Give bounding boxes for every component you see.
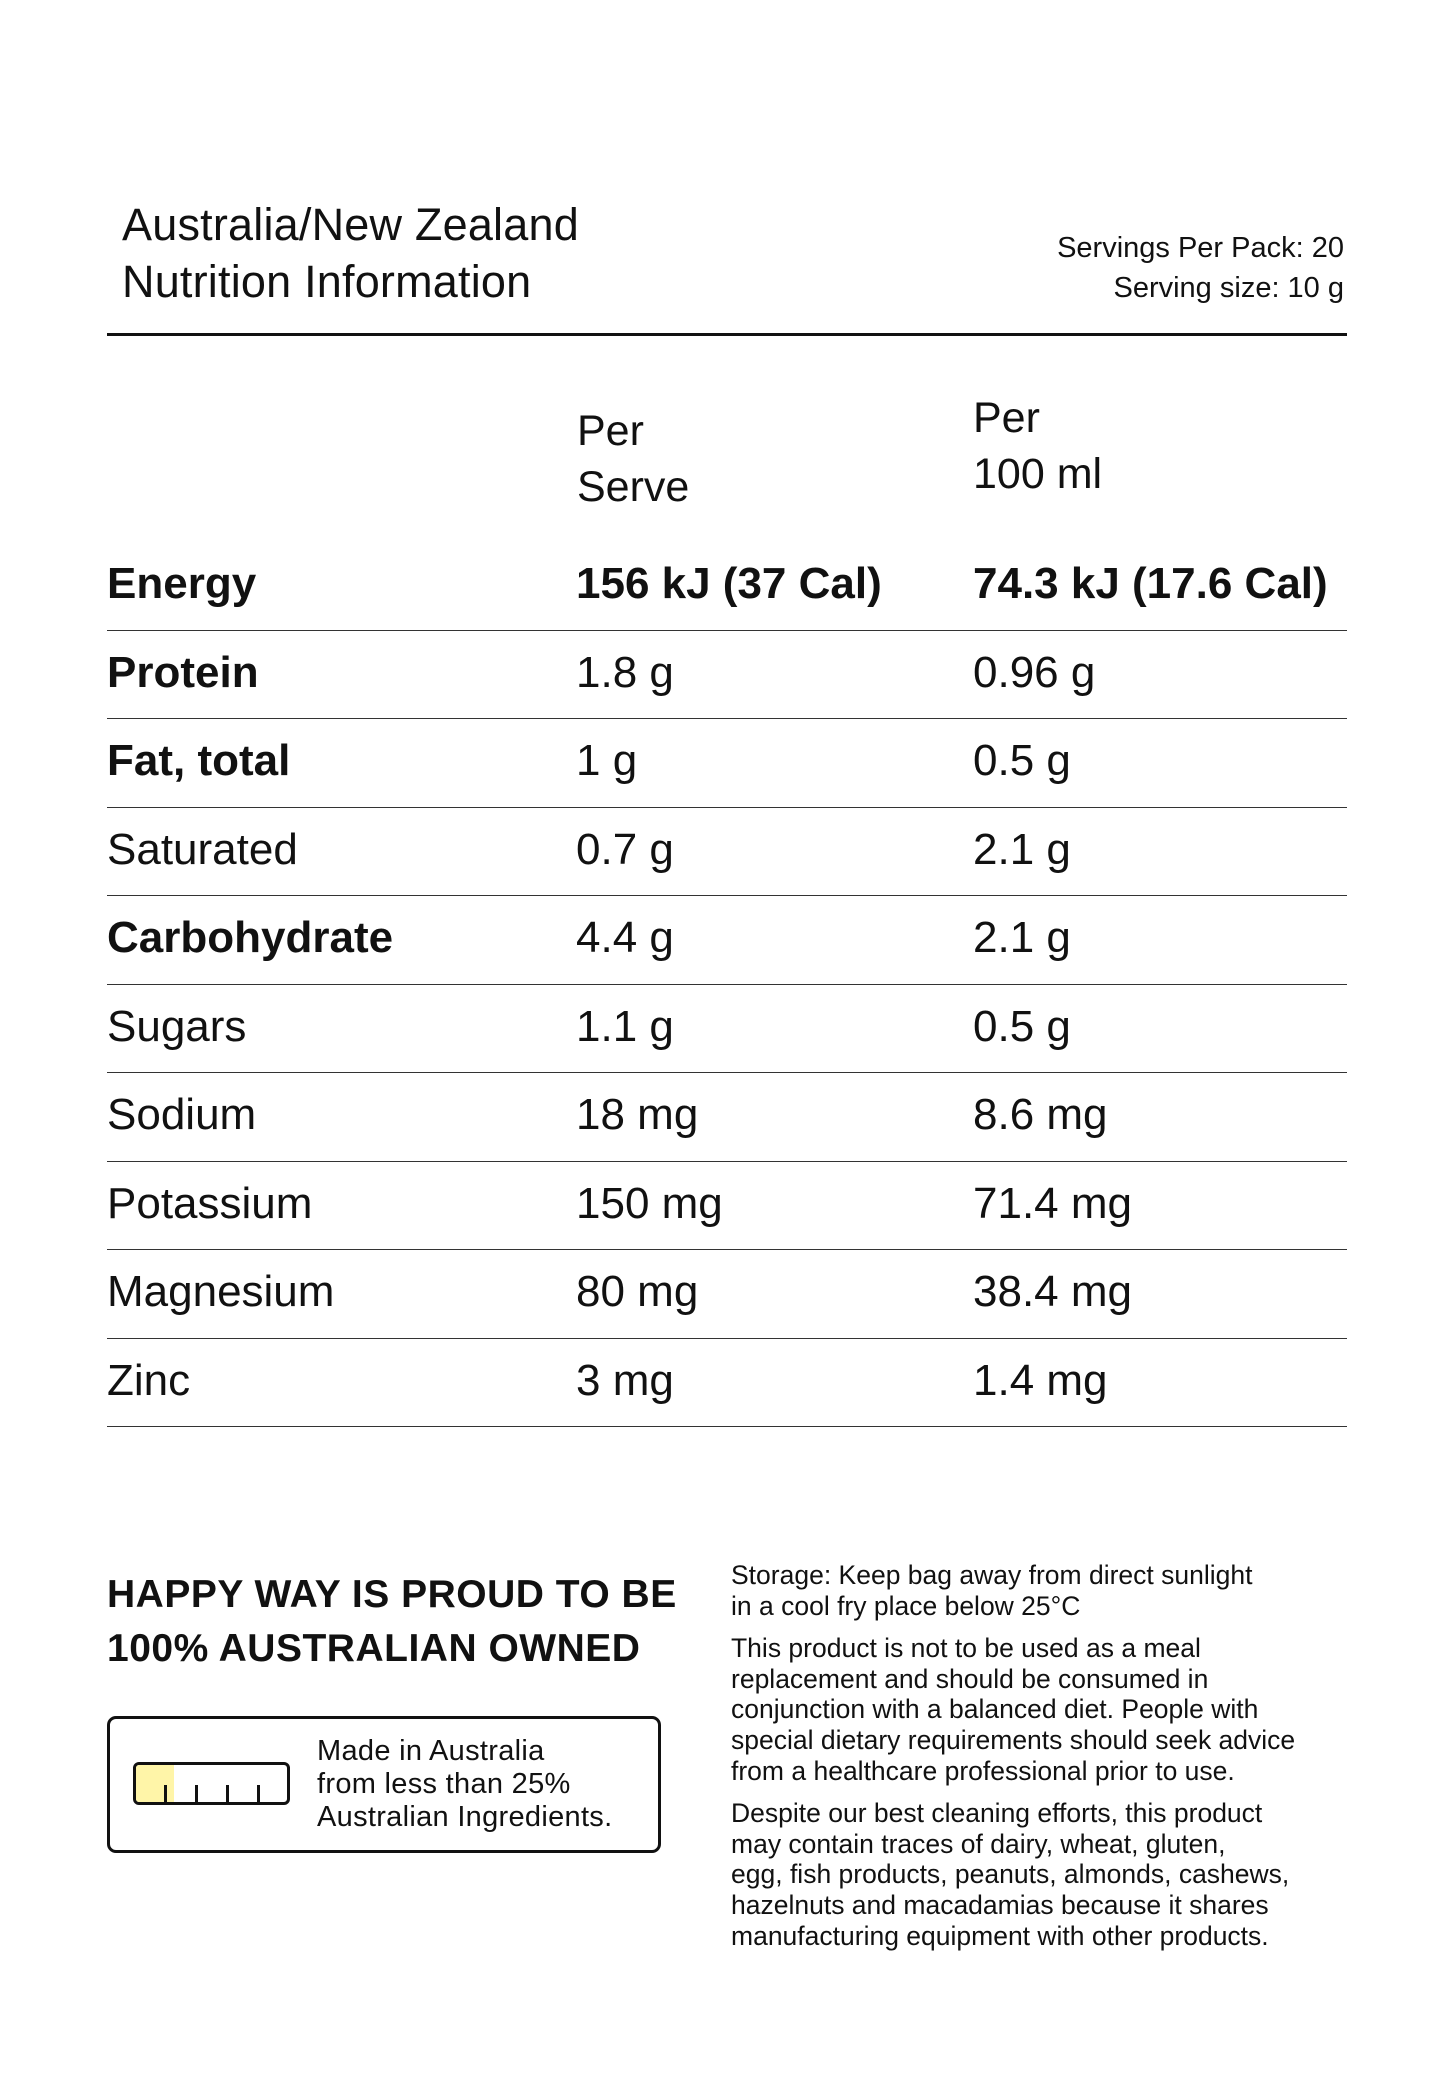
per-serve-value: 4.4 g <box>576 913 674 962</box>
meal-line: conjunction with a balanced diet. People with <box>731 1694 1259 1725</box>
per-serve-value: 1 g <box>576 736 638 785</box>
panel-header <box>107 196 1347 334</box>
made-in-line-3: Australian Ingredients. <box>317 1801 613 1833</box>
nutrient-name: Saturated <box>107 824 298 874</box>
nutrient-name: Zinc <box>107 1355 191 1405</box>
table-row <box>107 542 1347 631</box>
panel-title <box>122 196 579 310</box>
allergen-line: Despite our best cleaning efforts, this product <box>731 1798 1263 1829</box>
title-line-2: Nutrition Information <box>122 256 532 307</box>
product-notes <box>731 1548 1351 1963</box>
serving-size: Serving size: 10 g <box>1113 272 1344 304</box>
nutrition-panel <box>107 0 1347 2082</box>
per-serve-value: 18 mg <box>576 1090 699 1139</box>
table-row <box>107 1339 1347 1428</box>
per-serve-value: 156 kJ (37 Cal) <box>576 559 882 608</box>
header-divider <box>107 333 1347 336</box>
storage-line: in a cool fry place below 25°C <box>731 1590 1081 1621</box>
ownership-line-1: HAPPY WAY IS PROUD TO BE <box>107 1573 677 1616</box>
made-in-line-1: Made in Australia <box>317 1735 545 1767</box>
storage-line: Storage: Keep bag away from direct sunlight <box>731 1560 1253 1590</box>
ownership-line-2: 100% AUSTRALIAN OWNED <box>107 1627 641 1670</box>
per-100ml-value: 74.3 kJ (17.6 Cal) <box>973 559 1328 608</box>
table-row <box>107 1162 1347 1251</box>
nutrient-name: Sodium <box>107 1090 257 1139</box>
per-100ml-value: 0.96 g <box>973 647 1096 697</box>
per-100ml-value: 2.1 g <box>973 824 1071 874</box>
table-row <box>107 985 1347 1074</box>
bar-graph-tick <box>164 1785 167 1802</box>
table-row <box>107 896 1347 985</box>
nutrient-name: Carbohydrate <box>107 913 394 962</box>
per-100ml-value: 71.4 mg <box>973 1178 1132 1228</box>
title-line-1: Australia/New Zealand <box>122 199 579 250</box>
allergen-line: may contain traces of dairy, wheat, gluten, <box>731 1828 1226 1859</box>
bar-graph-tick <box>226 1785 229 1802</box>
column-header-per-serve <box>577 403 689 515</box>
per-100ml-value: 8.6 mg <box>973 1090 1108 1139</box>
made-in-line-2: from less than 25% <box>317 1768 571 1800</box>
per-100-line-1: Per <box>973 394 1040 442</box>
table-row <box>107 1073 1347 1162</box>
table-row <box>107 1250 1347 1339</box>
allergen-line: hazelnuts and macadamias because it shares <box>731 1889 1269 1920</box>
meal-line: from a healthcare professional prior to use. <box>731 1755 1235 1786</box>
per-serve-value: 3 mg <box>576 1355 674 1405</box>
per-100-line-2: 100 ml <box>973 450 1103 498</box>
serving-info <box>1057 228 1344 308</box>
allergen-line: egg, fish products, peanuts, almonds, cashews, <box>731 1859 1290 1890</box>
table-row <box>107 631 1347 720</box>
per-serve-line-1: Per <box>577 407 644 455</box>
nutrient-name: Energy <box>107 559 257 608</box>
per-serve-value: 0.7 g <box>576 824 674 874</box>
nutrient-name: Sugars <box>107 1001 247 1051</box>
nutrient-name: Fat, total <box>107 736 291 785</box>
per-100ml-value: 0.5 g <box>973 736 1071 785</box>
nutrient-name: Magnesium <box>107 1267 335 1316</box>
ownership-statement <box>107 1568 677 1676</box>
ingredients-bar-graph <box>133 1762 290 1805</box>
per-serve-line-2: Serve <box>577 463 690 511</box>
per-serve-value: 1.1 g <box>576 1001 674 1051</box>
per-serve-value: 1.8 g <box>576 647 674 697</box>
table-row <box>107 719 1347 808</box>
meal-line: This product is not to be used as a meal <box>731 1633 1201 1664</box>
per-100ml-value: 0.5 g <box>973 1001 1071 1051</box>
column-header-per-100ml <box>973 390 1102 502</box>
country-of-origin-text <box>317 1735 612 1834</box>
nutrition-table <box>107 542 1347 1427</box>
bar-graph-tick <box>195 1785 198 1802</box>
bar-graph-tick <box>257 1785 260 1802</box>
per-100ml-value: 2.1 g <box>973 913 1071 962</box>
servings-per-pack: Servings Per Pack: 20 <box>1057 232 1344 264</box>
per-serve-value: 80 mg <box>576 1267 699 1316</box>
nutrient-name: Potassium <box>107 1178 313 1228</box>
bar-graph-fill <box>136 1765 174 1802</box>
nutrient-name: Protein <box>107 647 259 697</box>
per-serve-value: 150 mg <box>576 1178 723 1228</box>
per-100ml-value: 38.4 mg <box>973 1267 1132 1316</box>
meal-line: special dietary requirements should seek advice <box>731 1724 1296 1755</box>
table-row <box>107 808 1347 897</box>
allergen-line: manufacturing equipment with other products. <box>731 1920 1269 1951</box>
meal-line: replacement and should be consumed in <box>731 1663 1209 1694</box>
country-of-origin-label <box>107 1716 661 1853</box>
per-100ml-value: 1.4 mg <box>973 1355 1108 1405</box>
